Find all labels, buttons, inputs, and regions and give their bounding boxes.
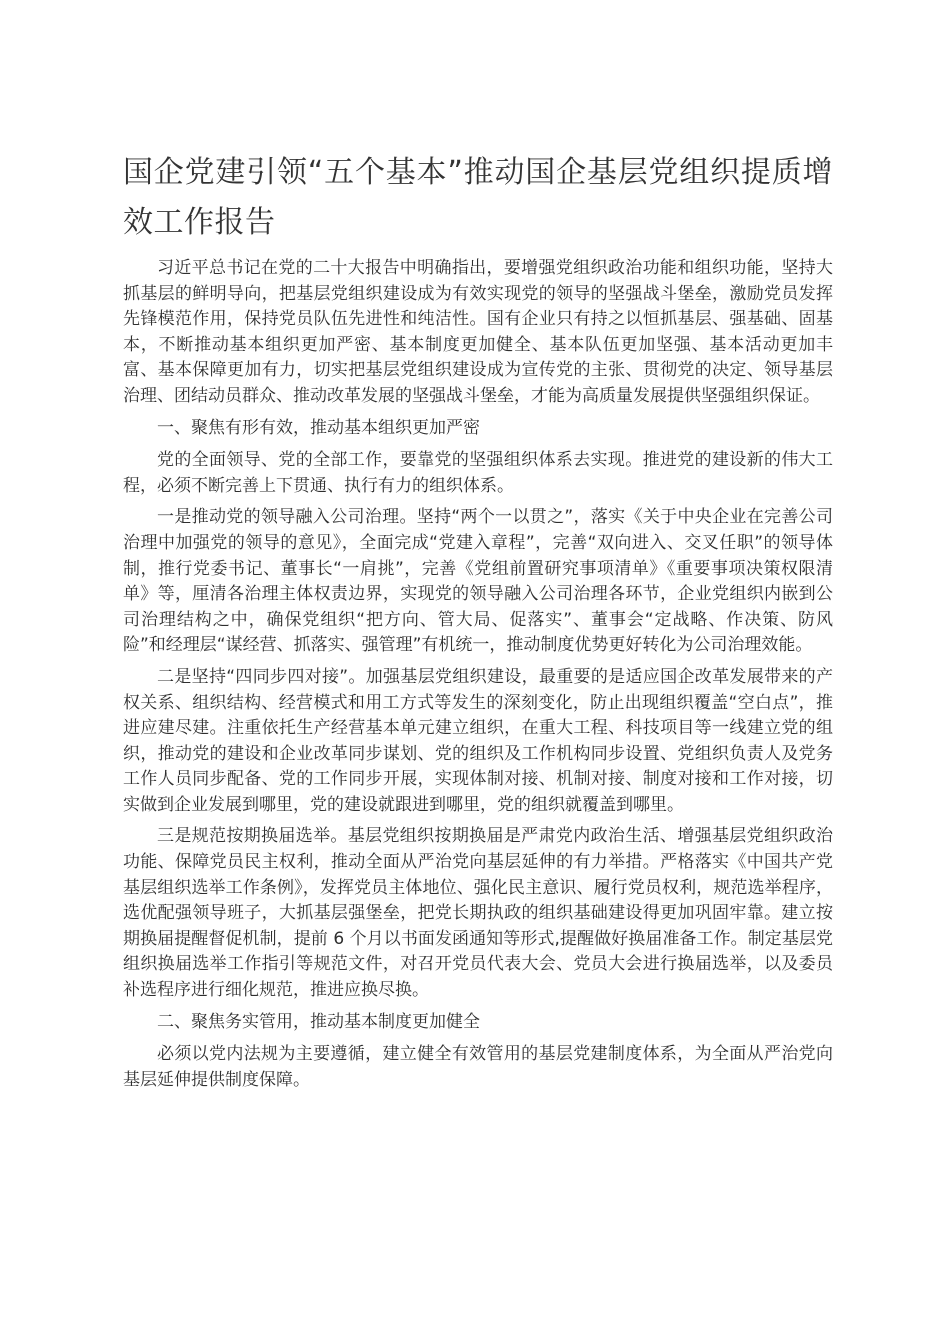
intro-paragraph: 习近平总书记在党的二十大报告中明确指出，要增强党组织政治功能和组织功能，坚持大抓基层的鲜明导向，把基层党组织建设成为有效实现党的领导的坚强战斗堡垒，激励党员发挥先锋模范作用，保持党员队伍先进性和纯洁性。国有企业只有持之以恒抓基层、强基础、固基本，不断推动基本组织更加严密、基本制度更加健全、基本队伍更加坚强、基本活动更加丰富、基本保障更加有力，切实把基层党组织建设成为宣传党的主张、贯彻党的决定、领导基层治理、团结动员群众、推动改革发展的坚强战斗堡垒，才能为高质量发展提供坚强组织保证。 — [123, 258, 833, 406]
point-1-paragraph: 一是推动党的领导融入公司治理。坚持“两个一以贯之”，落实《关于中央企业在完善公司治理中加强党的领导的意见》，全面完成“党建入章程”，完善“双向进入、交叉任职”的领导体制，推行党委书记、董事长“一肩挑”，完善《党组前置研究事项清单》《重要事项决策权限清单》等，厘清各治理主体权责边界，实现党的领导融入公司治理各环节，企业党组织内嵌到公司治理结构之中，确保党组织“把方向、管大局、促落实”、董事会“定战略、作决策、防风险”和经理层“谋经营、抓落实、强管理”有机统一，推动制度优势更好转化为公司治理效能。 — [123, 507, 833, 656]
point-2-paragraph: 二是坚持“四同步四对接”。加强基层党组织建设，最重要的是适应国企改革发展带来的产权关系、组织结构、经营模式和用工方式等发生的深刻变化，防止出现组织覆盖“空白点”，推进应建尽建。注重依托生产经营基本单元建立组织，在重大工程、科技项目等一线建立党的组织，推动党的建设和企业改革同步谋划、党的组织及工作机构同步设置、党组织负责人及党务工作人员同步配备、党的工作同步开展，实现体制对接、机制对接、制度对接和工作对接，切实做到企业发展到哪里，党的建设就跟进到哪里，党的组织就覆盖到哪里。 — [123, 666, 833, 815]
point-3-paragraph: 三是规范按期换届选举。基层党组织按期换届是严肃党内政治生活、增强基层党组织政治功能、保障党员民主权利，推动全面从严治党向基层延伸的有力举措。严格落实《中国共产党基层组织选举工作条例》，发挥党员主体地位、强化民主意识、履行党员权利，规范选举程序，选优配强领导班子，大抓基层强堡垒，把党长期执政的组织基础建设得更加巩固牢靠。建立按期换届提醒督促机制，提前 6 个月以书面发函通知等形式,提醒做好换届准备工作。制定基层党组织换届选举工作指引等规范文件，对召开党员代表大会、党员大会进行换届选举，以及委员补选程序进行细化规范，推进应换尽换。 — [123, 826, 833, 1001]
section-heading-2: 二、聚焦务实管用，推动基本制度更加健全 — [157, 1011, 480, 1032]
section-2-paragraph: 必须以党内法规为主要遵循，建立健全有效管用的基层党建制度体系，为全面从严治党向基层延伸提供制度保障。 — [123, 1044, 833, 1090]
document-page — [123, 148, 833, 1099]
section-1-paragraph: 党的全面领导、党的全部工作，要靠党的坚强组织体系去实现。推进党的建设新的伟大工程，必须不断完善上下贯通、执行有力的组织体系。 — [123, 450, 833, 496]
section-heading-1: 一、聚焦有形有效，推动基本组织更加严密 — [157, 417, 480, 438]
document-title: 国企党建引领“五个基本”推动国企基层党组织提质增效工作报告 — [123, 155, 833, 240]
